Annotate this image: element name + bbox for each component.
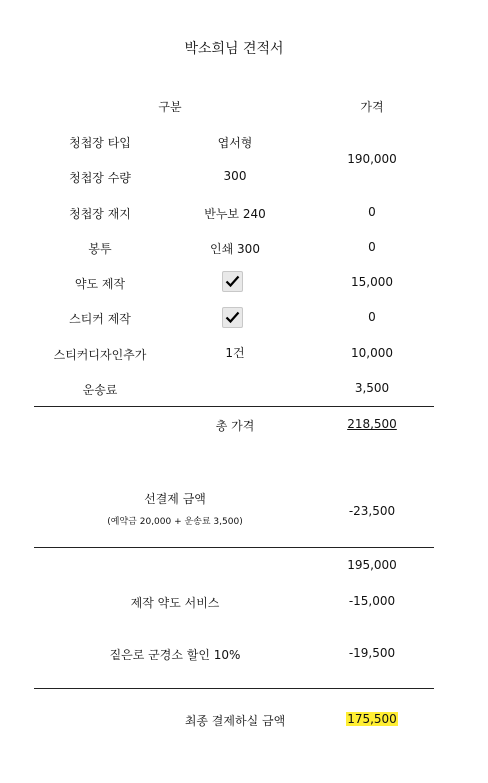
divider — [34, 406, 434, 407]
page-title: 박소희님 견적서 — [184, 41, 284, 57]
item-price-map: 15,000 — [351, 275, 393, 289]
item-label-shipping: 운송료 — [82, 383, 118, 397]
item-label-paper: 청첩장 재지 — [69, 207, 131, 221]
checkmark-icon — [225, 310, 240, 325]
discount-value-percent: -19,500 — [348, 646, 396, 660]
item-label-card-type: 청첩장 타입 — [69, 136, 131, 150]
header-category: 구분 — [158, 100, 182, 114]
item-label-map: 약도 제작 — [74, 277, 126, 291]
item-label-envelope: 봉투 — [88, 242, 112, 256]
map-checkbox[interactable] — [222, 271, 243, 292]
item-option-envelope: 인쇄 300 — [210, 242, 260, 256]
item-price-sticker-design: 10,000 — [351, 346, 393, 360]
discount-value-map-service: -15,000 — [348, 594, 396, 608]
divider — [34, 547, 434, 548]
subtotal-value: 195,000 — [347, 558, 397, 572]
item-label-sticker: 스티커 제작 — [69, 312, 131, 326]
item-option-card-quantity: 300 — [223, 169, 247, 183]
item-option-paper: 반누보 240 — [204, 207, 266, 221]
item-option-sticker-design: 1건 — [225, 346, 245, 360]
card-price: 190,000 — [347, 152, 397, 166]
item-price-envelope: 0 — [368, 240, 376, 254]
final-value-wrap — [302, 712, 442, 726]
final-value: 175,500 — [347, 712, 397, 726]
divider — [34, 688, 434, 689]
item-label-sticker-design: 스티커디자인추가 — [53, 348, 147, 362]
sticker-checkbox[interactable] — [222, 307, 243, 328]
item-price-sticker: 0 — [368, 310, 376, 324]
item-price-paper: 0 — [368, 205, 376, 219]
header-price: 가격 — [360, 100, 384, 114]
discount-label-map-service: 제작 약도 서비스 — [130, 596, 220, 610]
prepayment-value: -23,500 — [348, 504, 396, 518]
prepayment-note: (예약금 20,000 + 운송료 3,500) — [107, 517, 243, 527]
item-label-card-quantity: 청첩장 수량 — [69, 171, 131, 185]
final-label: 최종 결제하실 금액 — [184, 714, 286, 728]
checkmark-icon — [225, 274, 240, 289]
total-label: 총 가격 — [215, 419, 255, 433]
discount-label-percent: 짙은로 군경소 할인 10% — [109, 648, 241, 662]
item-price-shipping: 3,500 — [354, 381, 390, 395]
item-option-card-type: 엽서형 — [217, 136, 253, 150]
prepayment-label: 선결제 금액 — [144, 492, 206, 506]
total-value: 218,500 — [347, 417, 397, 431]
